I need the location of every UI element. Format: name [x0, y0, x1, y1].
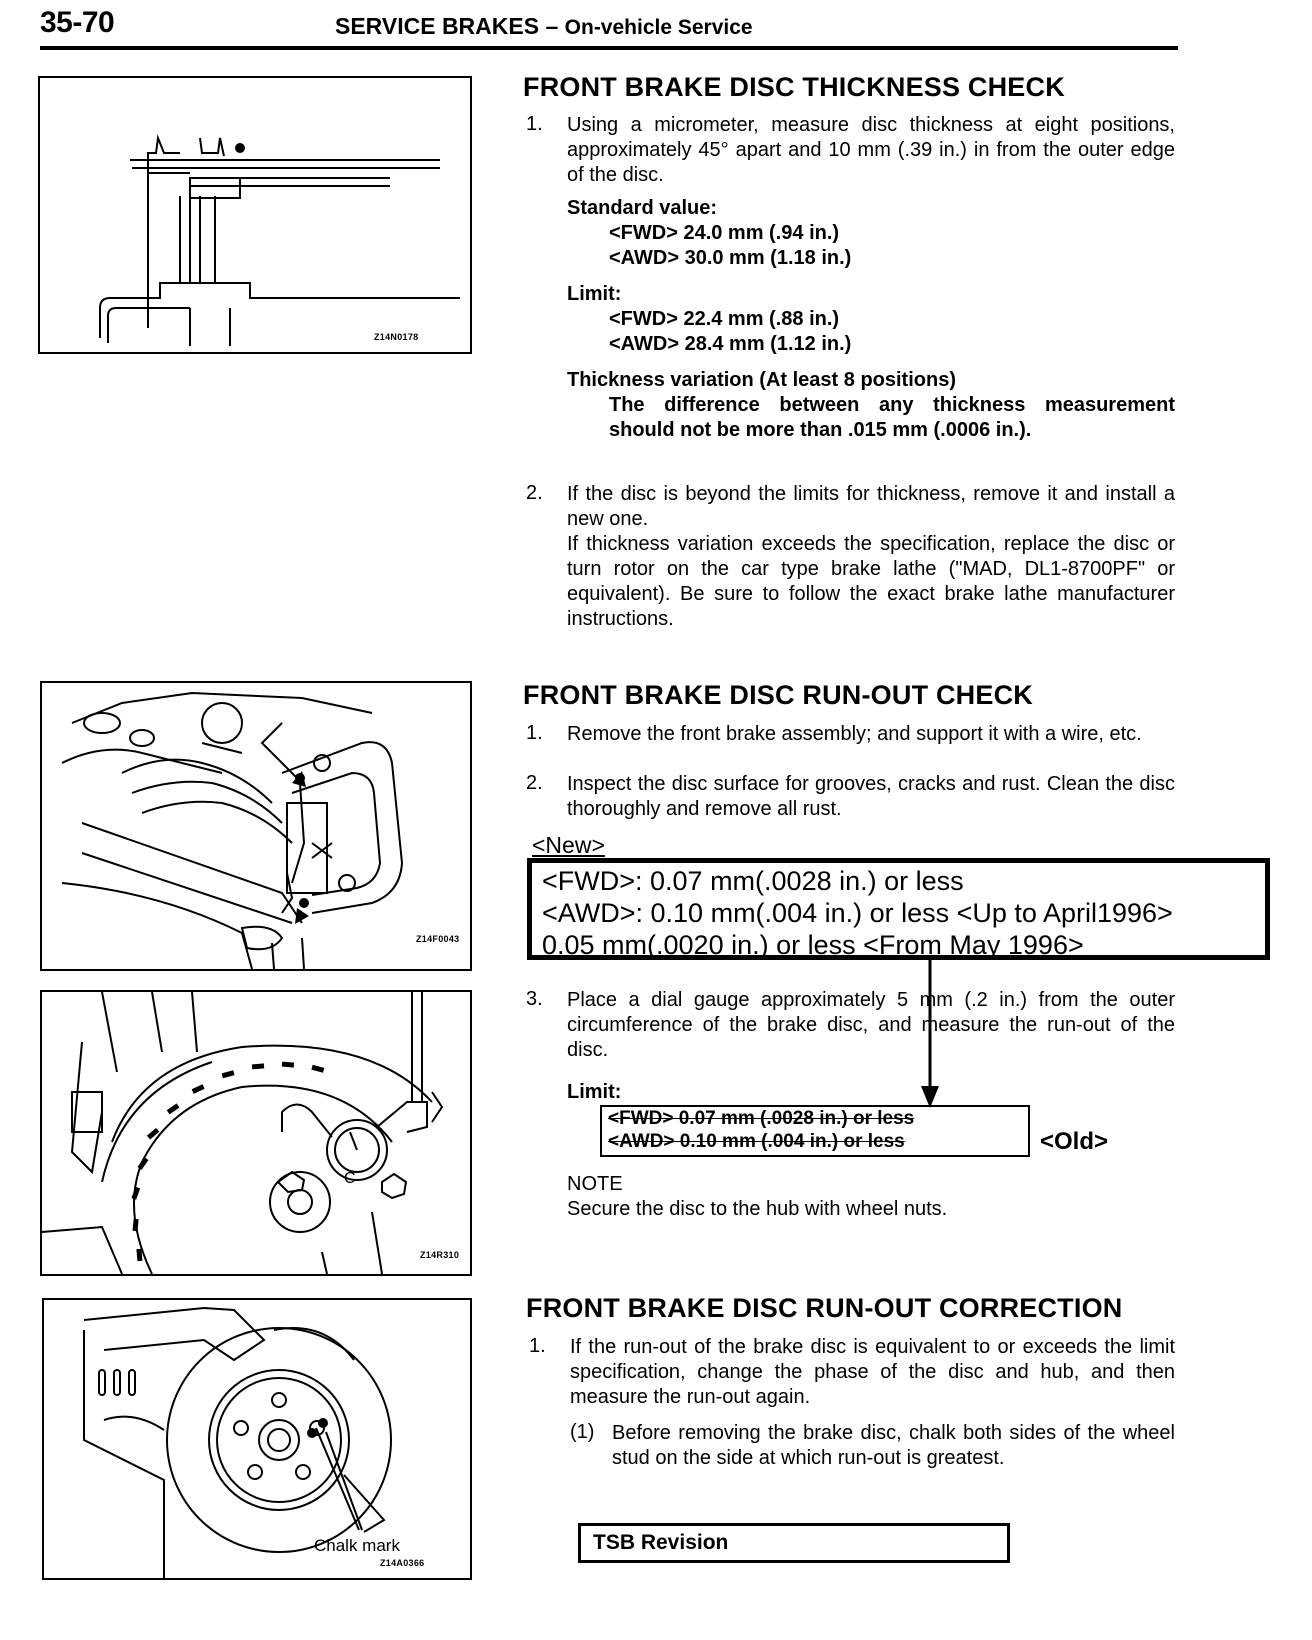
old-spec-box — [600, 1105, 1030, 1157]
step-number: 3. — [526, 988, 543, 1010]
thickness-variation-label: Thickness variation (At least 8 positions) — [567, 369, 956, 391]
header-rule — [40, 46, 1178, 50]
old-spec-awd: <AWD> 0.10 mm (.004 in.) or less — [608, 1131, 905, 1152]
new-spec-awd-may: 0.05 mm(.0020 in.) or less <From May 1996> — [542, 930, 1084, 960]
new-spec-awd: <AWD>: 0.10 mm(.004 in.) or less <Up to April1996> — [542, 898, 1173, 928]
thickness-step-1: Using a micrometer, measure disc thickness at eight positions, approximately 45° apart and 10 mm (.39 in.) in from the outer edge of the disc. — [567, 114, 1175, 186]
figure-micrometer — [38, 76, 472, 354]
chalk-mark-illustration — [44, 1300, 470, 1578]
runout-step-1: Remove the front brake assembly; and support it with a wire, etc. — [567, 723, 1142, 745]
standard-value-awd: <AWD> 30.0 mm (1.18 in.) — [609, 247, 852, 269]
correction-substep-1: Before removing the brake disc, chalk both sides of the wheel stud on the side at which run-out is greatest. — [612, 1422, 1175, 1469]
figure-code: Z14N0178 — [374, 332, 419, 342]
step-number: 1. — [529, 1335, 546, 1357]
step-number: (1) — [570, 1421, 595, 1443]
runout-step-3: Place a dial gauge approximately 5 mm (.2 in.) from the outer circumference of the brake disc, and measure the run-out of the disc. — [567, 989, 1175, 1061]
new-spec-fwd: <FWD>: 0.07 mm(.0028 in.) or less — [542, 866, 964, 896]
thickness-check-heading: FRONT BRAKE DISC THICKNESS CHECK — [523, 72, 1065, 102]
tsb-revision-box: TSB Revision — [578, 1523, 1010, 1563]
figure-brake-assembly — [40, 681, 472, 971]
figure-code: Z14F0043 — [416, 934, 460, 944]
chalk-mark-label: Chalk mark — [314, 1536, 400, 1555]
step-number: 1. — [526, 113, 543, 135]
header-dash: – — [539, 13, 565, 39]
thickness-step-2b: If thickness variation exceeds the specification, replace the disc or turn rotor on the car type brake lathe ("MAD, DL1-8700PF" or equivalent). Be sure to follow the exact brake lathe manufacturer instructions. — [567, 533, 1175, 630]
runout-step-2: Inspect the disc surface for grooves, cracks and rust. Clean the disc thoroughly and remove all rust. — [567, 773, 1175, 820]
thickness-variation-text: The difference between any thickness measurement should not be more than .015 mm (.0006 in.). — [609, 394, 1175, 441]
figure-chalk-mark — [42, 1298, 472, 1580]
step-number: 2. — [526, 772, 543, 794]
limit-fwd: <FWD> 22.4 mm (.88 in.) — [609, 308, 840, 330]
runout-correction-heading: FRONT BRAKE DISC RUN-OUT CORRECTION — [526, 1293, 1123, 1323]
thickness-step-2a: If the disc is beyond the limits for thickness, remove it and install a new one. — [567, 483, 1175, 530]
micrometer-illustration — [40, 78, 470, 352]
runout-check-heading: FRONT BRAKE DISC RUN-OUT CHECK — [523, 680, 1033, 710]
standard-value-label: Standard value: — [567, 197, 718, 219]
note-label: NOTE — [567, 1173, 623, 1195]
new-spec-label: <New> — [532, 832, 605, 858]
figure-mark: C — [344, 1170, 356, 1187]
brake-assembly-illustration — [42, 683, 470, 969]
figure-dial-gauge — [40, 990, 472, 1276]
page-number: 35-70 — [40, 6, 115, 39]
dial-gauge-illustration — [42, 992, 470, 1274]
figure-code: Z14A0366 — [380, 1558, 425, 1568]
correction-step-1: If the run-out of the brake disc is equivalent to or exceeds the limit specification, change the phase of the disc and hub, and then measure the run-out again. — [570, 1336, 1175, 1408]
note-text: Secure the disc to the hub with wheel nuts. — [567, 1198, 948, 1220]
old-spec-label: <Old> — [1040, 1128, 1109, 1155]
standard-value-fwd: <FWD> 24.0 mm (.94 in.) — [609, 222, 840, 244]
old-spec-fwd: <FWD> 0.07 mm (.0028 in.) or less — [608, 1108, 915, 1129]
limit-label: Limit: — [567, 283, 622, 305]
limit-awd: <AWD> 28.4 mm (1.12 in.) — [609, 333, 852, 355]
new-spec-box — [527, 858, 1270, 960]
step-number: 2. — [526, 482, 543, 504]
step-number: 1. — [526, 722, 543, 744]
subsection-title: On-vehicle Service — [564, 16, 753, 39]
page-header-title — [335, 13, 753, 40]
figure-code: Z14R310 — [420, 1250, 460, 1260]
section-title: SERVICE BRAKES — [335, 13, 540, 39]
runout-limit-label: Limit: — [567, 1081, 622, 1103]
